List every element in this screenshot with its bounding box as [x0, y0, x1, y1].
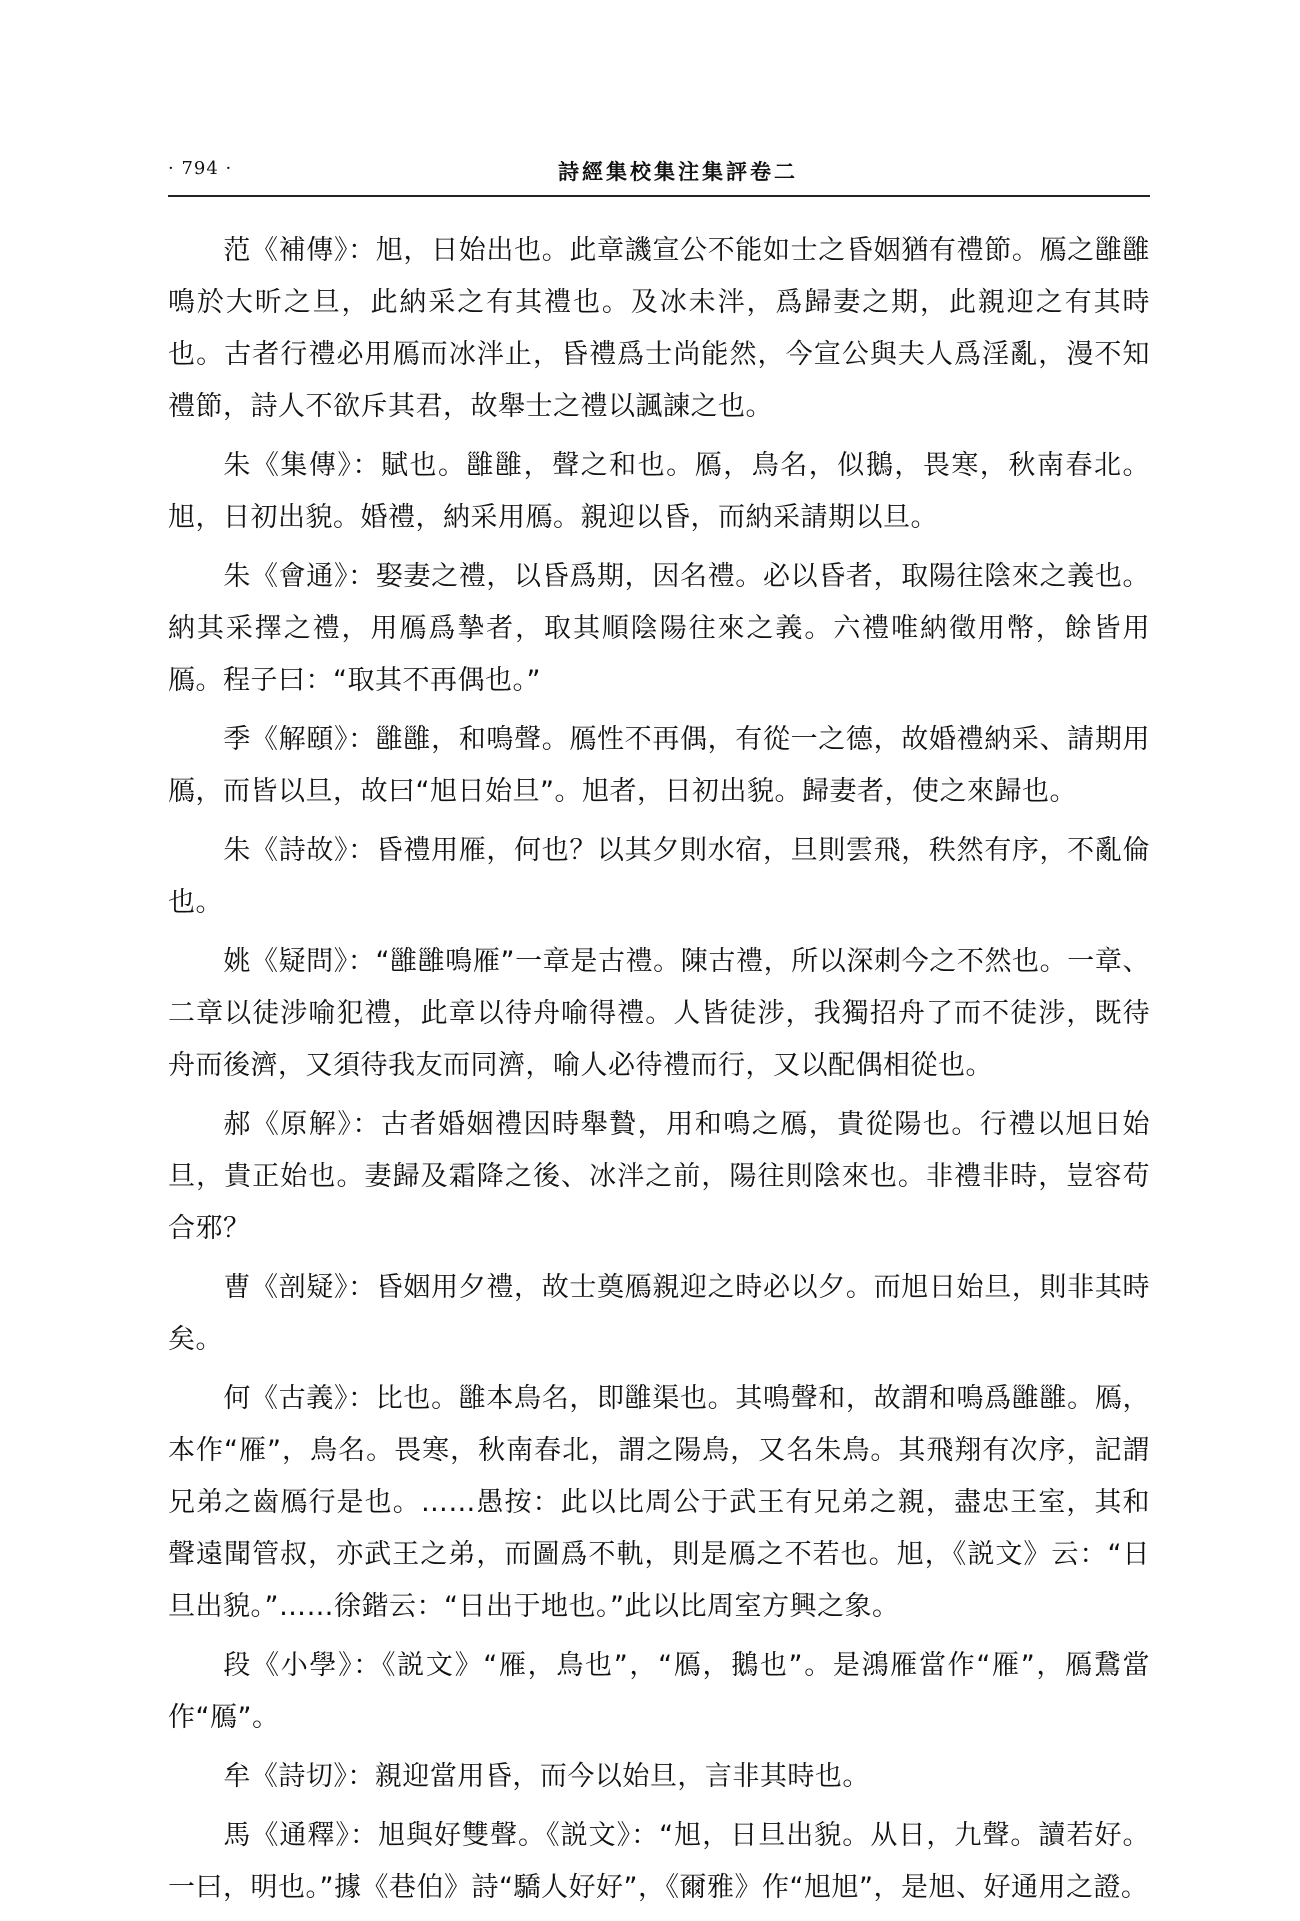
commentary-paragraph-ji: 季《解頤》：雝雝，和鳴聲。鴈性不再偶，有從一之德，故婚禮納采、請期用鴈，而皆以旦，故曰“旭日始旦”。旭者，日初出貌。歸妻者，使之來歸也。 [168, 724, 1150, 807]
commentary-paragraph-yao: 姚《疑問》：“雝雝鳴雁”一章是古禮。陳古禮，所以深刺今之不然也。一章、二章以徒涉喻犯禮，此章以待舟喻得禮。人皆徒涉，我獨招舟了而不徒涉，既待舟而後濟，又須待我友而同濟，喻人必待禮而行，又以配偶相從也。 [168, 946, 1150, 1081]
commentary-paragraph-zhu-shigu: 朱《詩故》：昏禮用雁，何也？以其夕則水宿，旦則雲飛，秩然有序，不亂倫也。 [168, 835, 1150, 918]
commentary-paragraph-zhu-jizhuan: 朱《集傳》：賦也。雝雝，聲之和也。鴈，鳥名，似鵝，畏寒，秋南春北。旭，日初出貌。婚禮，納采用鴈。親迎以昏，而納采請期以旦。 [168, 450, 1150, 533]
commentary-paragraph-zhu-huitong: 朱《會通》：娶妻之禮，以昏爲期，因名禮。必以昏者，取陽往陰來之義也。納其采擇之禮，用鴈爲摯者，取其順陰陽往來之義。六禮唯納徵用幣，餘皆用鴈。程子曰：“取其不再偶也。” [168, 561, 1150, 696]
commentary-paragraph-duan: 段《小學》：《説文》“雁，鳥也”，“鴈，鵝也”。是鴻雁當作“雁”，鴈鵞當作“鴈”。 [168, 1650, 1150, 1733]
page-header [168, 156, 1148, 192]
commentary-paragraph-hao: 郝《原解》：古者婚姻禮因時舉贄，用和鳴之鴈，貴從陽也。行禮以旭日始旦，貴正始也。妻歸及霜降之後、冰泮之前，陽往則陰來也。非禮非時，豈容苟合邪？ [168, 1109, 1150, 1244]
commentary-paragraph-ma: 馬《通釋》：旭與好雙聲。《説文》：“旭，日旦出貌。从日，九聲。讀若好。一曰，明也。”據《巷伯》詩“驕人好好”，《爾雅》作“旭旭”，是旭、好通用之證。 [168, 1820, 1150, 1903]
body-text [168, 225, 1150, 1921]
commentary-paragraph-he: 何《古義》：比也。雝本鳥名，即雝渠也。其鳴聲和，故謂和鳴爲雝雝。鴈，本作“雁”，鳥名。畏寒，秋南春北，謂之陽鳥，又名朱鳥。其飛翔有次序，記謂兄弟之齒鴈行是也。……愚按：此以比周公于武王有兄弟之親，盡忠王室，其和聲遠聞管叔，亦武王之弟，而圖爲不軌，則是鴈之不若也。旭，《説文》云：“日旦出貌。”……徐鍇云：“日出于地也。”此以比周室方興之象。 [168, 1383, 1150, 1622]
page-number: · 794 · [168, 158, 233, 179]
commentary-paragraph-cao: 曹《剖疑》：昏姻用夕禮，故士奠鴈親迎之時必以夕。而旭日始旦，則非其時矣。 [168, 1272, 1150, 1355]
commentary-paragraph-fan: 范《補傳》：旭，日始出也。此章譏宣公不能如士之昏姻猶有禮節。鴈之雝雝鳴於大昕之旦，此納采之有其禮也。及冰未泮，爲歸妻之期，此親迎之有其時也。古者行禮必用鴈而冰泮止，昏禮爲士尚能然，今宣公與夫人爲淫亂，漫不知禮節，詩人不欲斥其君，故舉士之禮以諷諫之也。 [168, 235, 1150, 422]
header-rule [168, 195, 1150, 197]
commentary-paragraph-mou: 牟《詩切》：親迎當用昏，而今以始旦，言非其時也。 [223, 1761, 870, 1792]
running-title: 詩經集校集注集評卷二 [558, 159, 798, 184]
